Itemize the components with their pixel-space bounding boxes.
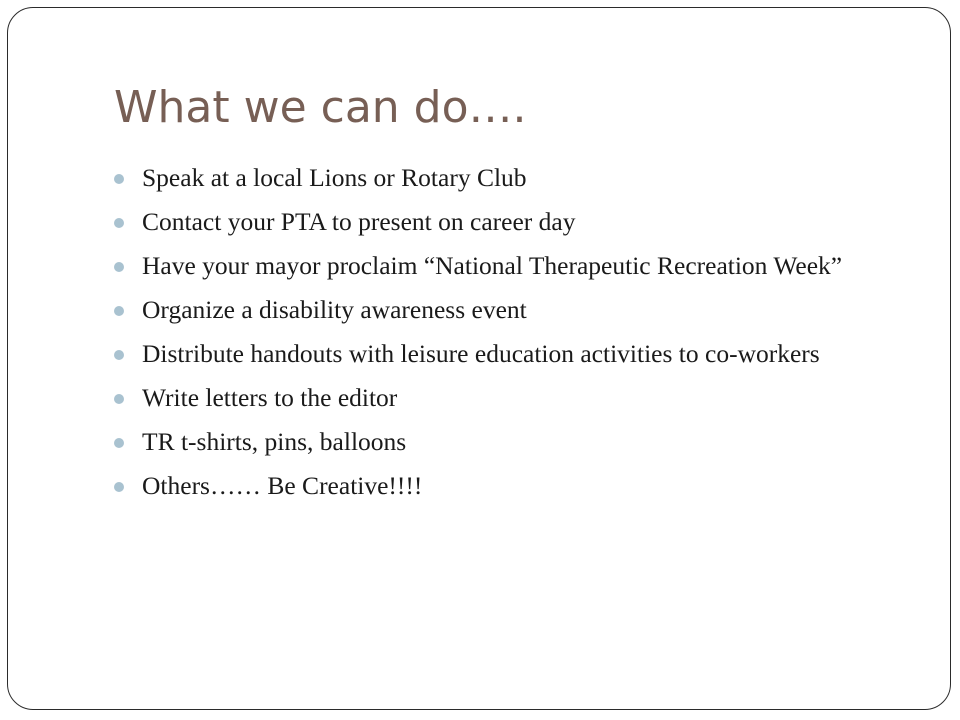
slide-title: What we can do…. bbox=[114, 82, 527, 133]
bullet-item bbox=[114, 206, 904, 237]
bullet-text: TR t-shirts, pins, balloons bbox=[142, 427, 407, 456]
bullet-item bbox=[114, 382, 904, 413]
bullet-dot-icon bbox=[114, 306, 124, 316]
bullet-dot-icon bbox=[114, 262, 124, 272]
slide-frame bbox=[7, 7, 951, 710]
bullet-dot-icon bbox=[114, 482, 124, 492]
bullet-item bbox=[114, 470, 904, 501]
bullet-item bbox=[114, 426, 904, 457]
bullet-text: Others…… Be Creative!!!! bbox=[142, 471, 423, 500]
bullet-dot-icon bbox=[114, 350, 124, 360]
bullet-list bbox=[114, 162, 904, 514]
bullet-dot-icon bbox=[114, 438, 124, 448]
bullet-text: Speak at a local Lions or Rotary Club bbox=[142, 163, 527, 192]
bullet-item bbox=[114, 338, 904, 369]
bullet-text: Organize a disability awareness event bbox=[142, 295, 527, 324]
bullet-text: Have your mayor proclaim “National Therapeutic Recreation Week” bbox=[142, 251, 843, 280]
bullet-text: Distribute handouts with leisure education activities to co-workers bbox=[142, 339, 820, 368]
bullet-text: Contact your PTA to present on career day bbox=[142, 207, 576, 236]
bullet-item bbox=[114, 162, 904, 193]
bullet-dot-icon bbox=[114, 174, 124, 184]
bullet-dot-icon bbox=[114, 218, 124, 228]
bullet-item bbox=[114, 294, 904, 325]
bullet-text: Write letters to the editor bbox=[142, 383, 398, 412]
bullet-item bbox=[114, 250, 904, 281]
bullet-dot-icon bbox=[114, 394, 124, 404]
